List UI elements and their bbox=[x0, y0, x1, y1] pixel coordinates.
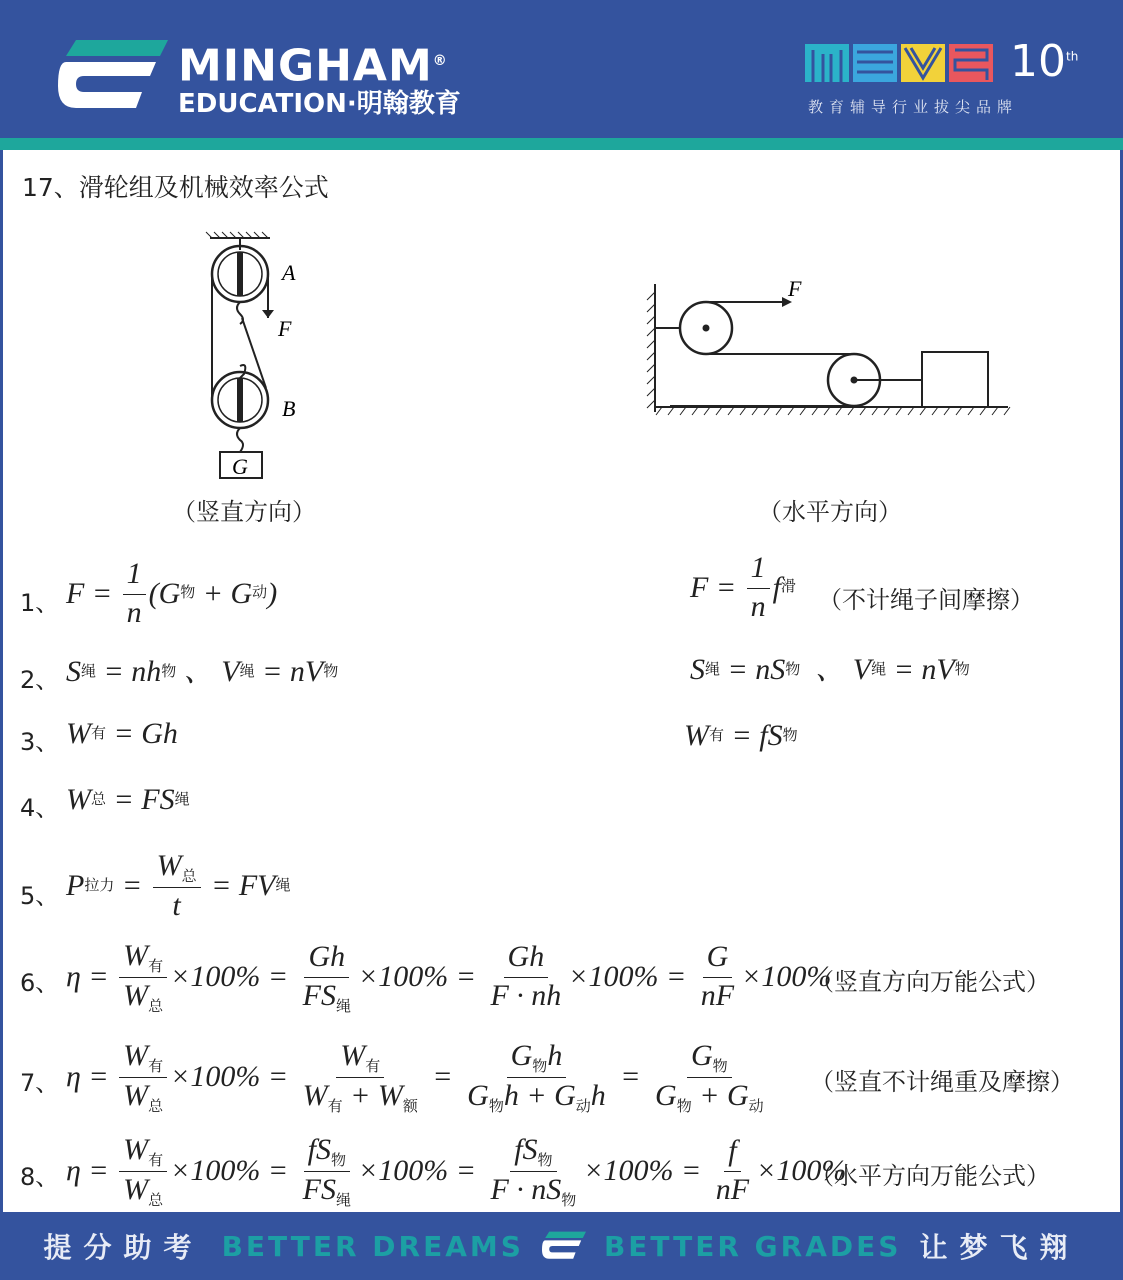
note-vertical-universal: （竖直方向万能公式） bbox=[810, 968, 1050, 996]
footer-en-left: BETTER DREAMS bbox=[221, 1229, 524, 1263]
numerator bbox=[123, 556, 146, 595]
numerator bbox=[153, 848, 201, 888]
denominator bbox=[712, 1172, 753, 1208]
formula-text: h bbox=[547, 1039, 563, 1072]
formula-text: ×100% = bbox=[357, 1153, 484, 1187]
registered-mark: ® bbox=[432, 53, 448, 69]
numerator bbox=[304, 1132, 350, 1172]
vertical-pulley-diagram bbox=[190, 228, 320, 483]
formula-left-8 bbox=[66, 1132, 846, 1209]
formula-text: ×100% = bbox=[170, 1153, 296, 1187]
denominator bbox=[651, 1078, 768, 1115]
formula-subscript: 有 bbox=[148, 959, 164, 975]
mingham-logo-icon bbox=[58, 40, 168, 112]
formula-text: ×100% = bbox=[568, 959, 694, 993]
denominator bbox=[463, 1078, 610, 1115]
formula-subscript: 绳 bbox=[335, 1193, 351, 1209]
formula-left-7 bbox=[66, 1038, 771, 1115]
formula-text: Gh bbox=[308, 939, 346, 973]
formula-text: W bbox=[156, 849, 182, 882]
formula-subscript: 物 bbox=[537, 1153, 553, 1169]
formula-subscript: 物 bbox=[712, 1059, 728, 1075]
numerator bbox=[119, 1038, 167, 1078]
fraction bbox=[153, 848, 201, 924]
formula-text: ) bbox=[267, 576, 278, 610]
formula-text: f bbox=[772, 570, 781, 604]
denominator bbox=[119, 978, 167, 1015]
formula-subscript: 物 bbox=[330, 1153, 346, 1169]
formula-text: ×100% bbox=[756, 1153, 847, 1187]
formula-subscript: 绳 bbox=[81, 663, 97, 680]
formula-text: FS bbox=[302, 1173, 336, 1206]
fraction bbox=[486, 939, 565, 1014]
footer-banner bbox=[0, 1212, 1123, 1280]
formula-text: W bbox=[66, 717, 91, 750]
formula-text: W bbox=[66, 783, 91, 816]
formula-text: = nV bbox=[254, 655, 324, 688]
item-number: 1、 bbox=[20, 589, 60, 617]
formula-text: = bbox=[424, 1059, 461, 1093]
formula-text: = nV bbox=[886, 653, 955, 686]
formula-text: η = bbox=[66, 959, 117, 993]
formula-left-1 bbox=[66, 556, 277, 631]
formula-text: f bbox=[728, 1134, 737, 1167]
numerator bbox=[687, 1038, 732, 1078]
formula-text: F = bbox=[66, 576, 120, 610]
formula-text: fS bbox=[514, 1133, 538, 1166]
formula-text: (G bbox=[148, 576, 181, 610]
fraction bbox=[486, 1132, 580, 1209]
formula-left-3 bbox=[66, 714, 178, 754]
formula-subscript: 物 bbox=[532, 1059, 548, 1075]
formula-text: = nh bbox=[96, 655, 162, 688]
denominator bbox=[299, 1078, 422, 1115]
item-number: 4、 bbox=[20, 794, 60, 822]
item-number: 7、 bbox=[20, 1069, 60, 1097]
formula-subscript: 物 bbox=[782, 727, 798, 744]
brand-line2: EDUCATION·明翰教育 bbox=[178, 88, 461, 119]
item-number: 5、 bbox=[20, 882, 60, 910]
note-vertical-ideal: （竖直不计绳重及摩擦） bbox=[810, 1068, 1074, 1096]
formula-text: G bbox=[655, 1079, 677, 1112]
horizontal-caption: （水平方向） bbox=[758, 498, 902, 526]
item-number: 3、 bbox=[20, 728, 60, 756]
formula-subscript: 物 bbox=[488, 1099, 504, 1115]
formula-text: F · nS bbox=[490, 1173, 562, 1206]
formula-subscript: 滑 bbox=[780, 579, 796, 595]
pulley-label-a: A bbox=[282, 260, 296, 285]
formula-text: S bbox=[690, 653, 705, 686]
note-horizontal-universal: （水平方向万能公式） bbox=[810, 1162, 1050, 1190]
denominator bbox=[486, 978, 565, 1014]
formula-text: W bbox=[123, 1039, 149, 1072]
formula-text: Gh bbox=[507, 940, 545, 973]
section-title: 17、滑轮组及机械效率公式 bbox=[22, 173, 329, 202]
fraction bbox=[119, 1132, 167, 1209]
formula-text: η = bbox=[66, 1059, 117, 1093]
numerator bbox=[336, 1038, 384, 1078]
formula-subscript: 绳 bbox=[871, 661, 887, 678]
formula-text: 1 bbox=[126, 557, 142, 590]
formula-subscript: 动 bbox=[575, 1099, 591, 1115]
formula-subscript: 绳 bbox=[239, 663, 255, 680]
formula-subscript: 总 bbox=[148, 999, 164, 1015]
formula-text: = bbox=[612, 1059, 649, 1093]
formula-text: G bbox=[467, 1079, 489, 1112]
formula-text: F = bbox=[690, 570, 744, 604]
anniversary-logo bbox=[805, 36, 1079, 116]
denominator bbox=[123, 595, 146, 631]
formula-subscript: 物 bbox=[161, 663, 177, 680]
fraction bbox=[747, 550, 770, 625]
mems-logo-icon bbox=[805, 40, 1005, 86]
formula-text: W bbox=[123, 1079, 149, 1112]
fraction bbox=[712, 1133, 753, 1208]
horizontal-pulley-diagram bbox=[640, 272, 1020, 432]
formula-text: W bbox=[123, 979, 149, 1012]
fraction bbox=[299, 939, 355, 1015]
formula-left-5 bbox=[66, 848, 291, 924]
item-number: 6、 bbox=[20, 969, 60, 997]
numerator bbox=[304, 939, 349, 978]
mingham-small-logo-icon bbox=[542, 1231, 586, 1261]
formula-text: ×100% = bbox=[357, 959, 484, 993]
anniversary-suffix: th bbox=[1066, 49, 1079, 64]
formula-subscript: 绳 bbox=[335, 998, 351, 1015]
formula-left-4 bbox=[66, 780, 190, 820]
formula-text: W bbox=[123, 1173, 149, 1206]
fraction bbox=[119, 938, 167, 1015]
item-number: 8、 bbox=[20, 1163, 60, 1191]
header-banner bbox=[0, 0, 1123, 138]
formula-text: t bbox=[172, 889, 181, 922]
formula-subscript: 有 bbox=[91, 725, 107, 742]
denominator bbox=[119, 1078, 167, 1115]
formula-text: ×100% = bbox=[583, 1153, 709, 1187]
denominator bbox=[119, 1172, 167, 1209]
formula-subscript: 有 bbox=[148, 1153, 164, 1169]
formula-subscript: 有 bbox=[365, 1059, 381, 1075]
formula-right-2 bbox=[690, 650, 970, 690]
formula-text: G bbox=[510, 1039, 533, 1072]
denominator bbox=[168, 888, 184, 924]
pulley-label-b: B bbox=[282, 396, 296, 421]
formula-text: nF bbox=[700, 979, 735, 1012]
brand-name bbox=[178, 38, 461, 118]
brand-slogan: 教育辅导行业拔尖品牌 bbox=[808, 98, 1019, 116]
numerator bbox=[119, 938, 167, 978]
fraction bbox=[299, 1038, 422, 1115]
footer-en-right: BETTER GRADES bbox=[603, 1229, 902, 1263]
numerator bbox=[747, 550, 770, 589]
formula-subscript: 物 bbox=[323, 663, 339, 680]
numerator bbox=[504, 939, 549, 978]
formula-subscript: 物 bbox=[954, 661, 970, 678]
formula-left-6 bbox=[66, 938, 831, 1015]
formula-text: G bbox=[706, 940, 729, 973]
formula-subscript: 绳 bbox=[275, 877, 291, 894]
force-label-f: F bbox=[788, 276, 802, 301]
formula-subscript: 总 bbox=[148, 1099, 164, 1115]
footer-cn-left: 提分助考 bbox=[43, 1231, 204, 1264]
formula-subscript: 总 bbox=[91, 791, 107, 808]
weight-label-g: G bbox=[232, 454, 248, 479]
fraction bbox=[463, 1038, 610, 1115]
formula-text: FS bbox=[302, 978, 336, 1012]
denominator bbox=[299, 978, 355, 1015]
numerator bbox=[703, 939, 733, 978]
formula-subscript: 物 bbox=[180, 585, 196, 601]
formula-subscript: 拉力 bbox=[84, 877, 115, 894]
formula-right-3 bbox=[684, 716, 798, 756]
formula-text: F · nh bbox=[490, 979, 562, 1012]
formula-text: = nS bbox=[720, 653, 786, 686]
formula-subscript: 有 bbox=[709, 727, 725, 744]
fraction bbox=[651, 1038, 768, 1115]
formula-text: G bbox=[691, 1039, 713, 1072]
denominator bbox=[299, 1172, 355, 1209]
formula-subscript: 动 bbox=[748, 1099, 764, 1115]
formula-text: η = bbox=[66, 1153, 117, 1187]
formula-text: + G bbox=[691, 1079, 749, 1112]
vertical-caption: （竖直方向） bbox=[172, 498, 316, 526]
formula-text: ×100% = bbox=[170, 959, 296, 993]
formula-text: nF bbox=[715, 1173, 750, 1206]
formula-subscript: 物 bbox=[676, 1099, 692, 1115]
fraction bbox=[123, 556, 146, 631]
formula-text: = bbox=[114, 869, 150, 902]
formula-subscript: 动 bbox=[252, 585, 268, 601]
footer-cn-right: 让梦飞翔 bbox=[919, 1231, 1080, 1264]
formula-subscript: 物 bbox=[561, 1193, 577, 1209]
denominator bbox=[747, 589, 770, 625]
formula-text: 、 V bbox=[800, 653, 872, 686]
formula-text: P bbox=[66, 869, 85, 902]
formula-text: h + G bbox=[503, 1079, 576, 1112]
formula-subscript: 有 bbox=[327, 1099, 343, 1115]
formula-subscript: 绳 bbox=[705, 661, 721, 678]
formula-subscript: 额 bbox=[402, 1099, 418, 1115]
numerator bbox=[119, 1132, 167, 1172]
formula-text: n bbox=[750, 590, 766, 623]
formula-text: = Gh bbox=[106, 717, 178, 750]
formula-text: = FS bbox=[106, 783, 175, 816]
formula-text: 、 V bbox=[176, 655, 240, 688]
formula-text: W bbox=[684, 719, 709, 752]
formula-left-2 bbox=[66, 652, 338, 692]
numerator bbox=[724, 1133, 740, 1172]
denominator bbox=[697, 978, 738, 1014]
formula-text: = FV bbox=[203, 869, 276, 902]
fraction bbox=[299, 1132, 355, 1209]
formula-text: W bbox=[302, 1079, 328, 1112]
formula-text: W bbox=[123, 939, 149, 972]
formula-subscript: 物 bbox=[785, 661, 801, 678]
formula-text: ×100% = bbox=[170, 1059, 296, 1093]
formula-text: ×100% bbox=[741, 959, 832, 993]
denominator bbox=[486, 1172, 580, 1209]
formula-text: n bbox=[126, 596, 142, 629]
teal-divider bbox=[0, 138, 1123, 150]
formula-text: S bbox=[66, 655, 81, 688]
formula-subscript: 绳 bbox=[174, 791, 190, 808]
note-no-rope-friction: （不计绳子间摩擦） bbox=[818, 586, 1034, 614]
formula-subscript: 总 bbox=[181, 869, 197, 885]
formula-text: h bbox=[590, 1079, 606, 1112]
formula-text: = fS bbox=[724, 719, 783, 752]
formula-right-1 bbox=[690, 550, 796, 625]
numerator bbox=[510, 1132, 556, 1172]
formula-subscript: 总 bbox=[148, 1193, 164, 1209]
anniversary-number: 10 bbox=[1010, 36, 1066, 87]
formula-text: + W bbox=[342, 1079, 403, 1112]
brand-line1: MINGHAM bbox=[178, 40, 433, 92]
item-number: 2、 bbox=[20, 666, 60, 694]
formula-text: + G bbox=[195, 576, 253, 610]
formula-text: W bbox=[340, 1039, 366, 1072]
fraction bbox=[119, 1038, 167, 1115]
formula-text: fS bbox=[307, 1133, 331, 1166]
formula-subscript: 有 bbox=[148, 1059, 164, 1075]
fraction bbox=[697, 939, 738, 1014]
force-label-f: F bbox=[278, 316, 292, 341]
formula-text: 1 bbox=[750, 551, 766, 584]
formula-text: W bbox=[123, 1133, 149, 1166]
numerator bbox=[507, 1038, 567, 1078]
